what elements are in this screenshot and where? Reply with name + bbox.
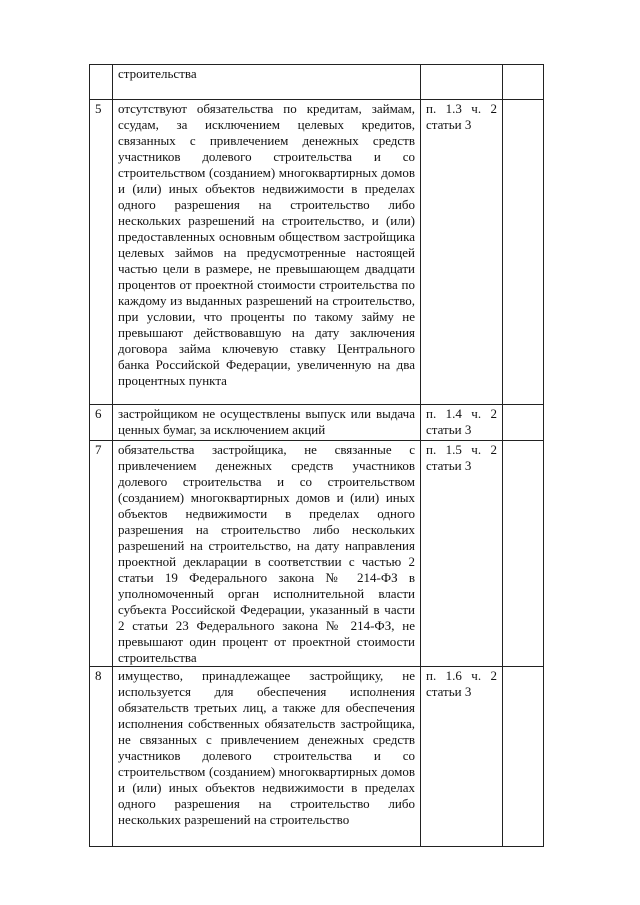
table-row: [90, 441, 544, 667]
row-number-cell: 5: [90, 100, 113, 405]
empty-cell: [503, 405, 544, 441]
table-row: [90, 100, 544, 405]
law-reference-cell: п. 1.5 ч. 2 статьи 3: [421, 441, 503, 667]
row-number-cell: 7: [90, 441, 113, 667]
requirement-text-cell: застройщиком не осуществлены выпуск или выдача ценных бумаг, за исключением акций: [113, 405, 421, 441]
empty-cell: [503, 441, 544, 667]
empty-cell: [503, 667, 544, 847]
requirement-text-cell: отсутствуют обязательства по кредитам, займам, ссудам, за исключением целевых кредитов, связанных с привлечением денежных средств участников долевого строительства и со строительством (созданием) многоквартирных домов и (или) иных объектов недвижимости в пределах одного разрешения на строительство либо нескольких разрешений на строительство, и (или) предоставленных основным обществом застройщика целевых займов на предусмотренные настоящей частью цели в размере, не превышающем двадцати процентов от проектной стоимости строительства по каждому из выданных разрешений на строительство, при условии, что проценты по такому займу не превышают действовавшую на дату заключения договора займа ключевую ставку Центрального банка Российской Федерации, увеличенную на два процентных пункта: [113, 100, 421, 405]
table-row: [90, 65, 544, 100]
requirement-text-cell: имущество, принадлежащее застройщику, не используется для обеспечения исполнения обязательств третьих лиц, а также для обеспечения исполнения собственных обязательств застройщика, не связанных с привлечением денежных средств участников долевого строительства и со строительством (созданием) многоквартирных домов и (или) иных объектов недвижимости в пределах одного разрешения на строительство либо нескольких разрешений на строительство: [113, 667, 421, 847]
table-row: [90, 667, 544, 847]
requirements-table: [89, 64, 544, 847]
empty-cell: [503, 100, 544, 405]
row-number-cell: 8: [90, 667, 113, 847]
empty-cell: [503, 65, 544, 100]
row-number-cell: 6: [90, 405, 113, 441]
law-reference-cell: [421, 65, 503, 100]
requirement-text-cell: обязательства застройщика, не связанные с привлечением денежных средств участников долевого строительства и со строительством (созданием) многоквартирных домов и (или) иных объектов недвижимости в пределах одного разрешения на строительство либо нескольких разрешений на строительство, на дату направления проектной декларации в соответствии с частью 2 статьи 19 Федерального закона № 214-ФЗ в уполномоченный орган исполнительной власти субъекта Российской Федерации, указанный в части 2 статьи 23 Федерального закона № 214-ФЗ, не превышают один процент от проектной стоимости строительства: [113, 441, 421, 667]
table-row: [90, 405, 544, 441]
row-number-cell: [90, 65, 113, 100]
law-reference-cell: п. 1.3 ч. 2 статьи 3: [421, 100, 503, 405]
law-reference-cell: п. 1.6 ч. 2 статьи 3: [421, 667, 503, 847]
law-reference-cell: п. 1.4 ч. 2 статьи 3: [421, 405, 503, 441]
requirement-text-cell: строительства: [113, 65, 421, 100]
